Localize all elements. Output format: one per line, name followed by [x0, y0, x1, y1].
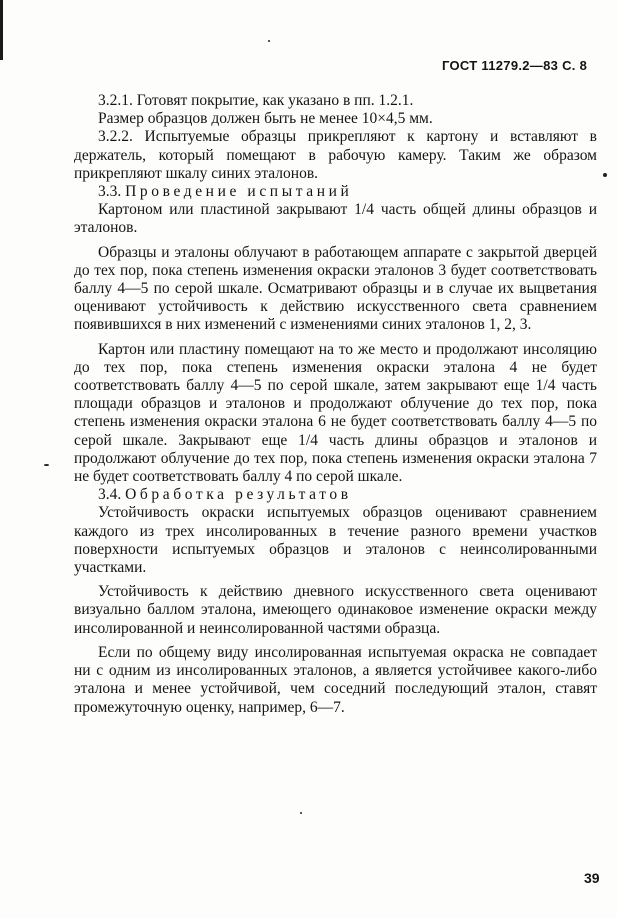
section-number-3-3: 3.3.	[98, 183, 122, 201]
clause-3-2-1: 3.2.1. Готовят покрытие, как указано в пп. 1.2.1.	[98, 92, 414, 109]
section-heading-3-3	[74, 183, 597, 201]
paragraph-evaluation: Устойчивость окраски испытуемых образцов оценивают сравнением каждого из трех инсолированных в течение разного времени участков поверхности испытуемых образцов и эталонов с неинсолированными участками.	[74, 504, 597, 577]
paragraph-intermediate-rating: Если по общему виду инсолированная испытуемая окраска не совпадает ни с одним из инсолированных эталонов, а является устойчивее какого-либо эталона и менее устойчивой, чем соседний последующий эталон, ставят промежуточную оценку, например, 6—7.	[74, 643, 597, 716]
scan-speck	[603, 173, 607, 177]
section-title-3-4: Обработка результатов	[125, 486, 352, 504]
section-title-3-3: Проведение испытаний	[125, 183, 353, 201]
section-number-3-4: 3.4.	[98, 486, 122, 504]
page-header-standard-code: ГОСТ 11279.2—83 С. 8	[442, 58, 588, 73]
sample-size-requirement: Размер образцов должен быть не менее 10×4,5 мм.	[98, 110, 433, 128]
clause-3-2-2: 3.2.2. Испытуемые образцы прикрепляют к картону и вставляют в держатель, который помещают в рабочую камеру. Таким же образом прикрепляют шкалу синих эталонов.	[74, 128, 597, 182]
page-number: 39	[584, 870, 600, 886]
paragraph-continue-insolation: Картон или пластину помещают на то же место и продолжают инсоляцию до тех пор, пока степень изменения окраски эталона 4 не будет соответствовать баллу 4—5 по серой шкале, затем закрывают еще 1/4 часть площади образцов и эталонов и продолжают облучение до тех пор, пока степень изменения окраски эталона 6 не будет соответствовать баллу 4—5 по серой шкале. Закрывают еще 1/4 часть длины образцов и эталонов и продолжают облучение до тех пор, пока степень изменения окраски эталона 7 не будет соответствовать баллу 4 по серой шкале.	[74, 340, 597, 486]
document-body	[74, 92, 597, 717]
section-heading-3-4	[74, 486, 597, 504]
scan-speck	[300, 812, 302, 814]
paragraph-cover-quarter: Картоном или пластиной закрывают 1/4 часть общей длины образцов и эталонов.	[74, 201, 597, 237]
scan-speck	[44, 464, 49, 466]
paragraph-irradiation: Образцы и эталоны облучают в работающем аппарате с закрытой дверцей до тех пор, пока степень изменения окраски эталонов 3 будет соответствовать баллу 4—5 по серой шкале. Осматривают образцы и в случае их выцветания оценивают устойчивость к действию искусственного света сравнением появившихся в них изменений с изменениями синих эталонов 1, 2, 3.	[74, 243, 597, 334]
scan-speck	[268, 40, 270, 42]
paragraph-daylight-resistance: Устойчивость к действию дневного искусственного света оценивают визуально баллом эталона, имеющего одинаковое изменение окраски между инсолированной и неинсолированной частями образца.	[74, 583, 597, 637]
scan-edge-mark	[0, 0, 3, 60]
